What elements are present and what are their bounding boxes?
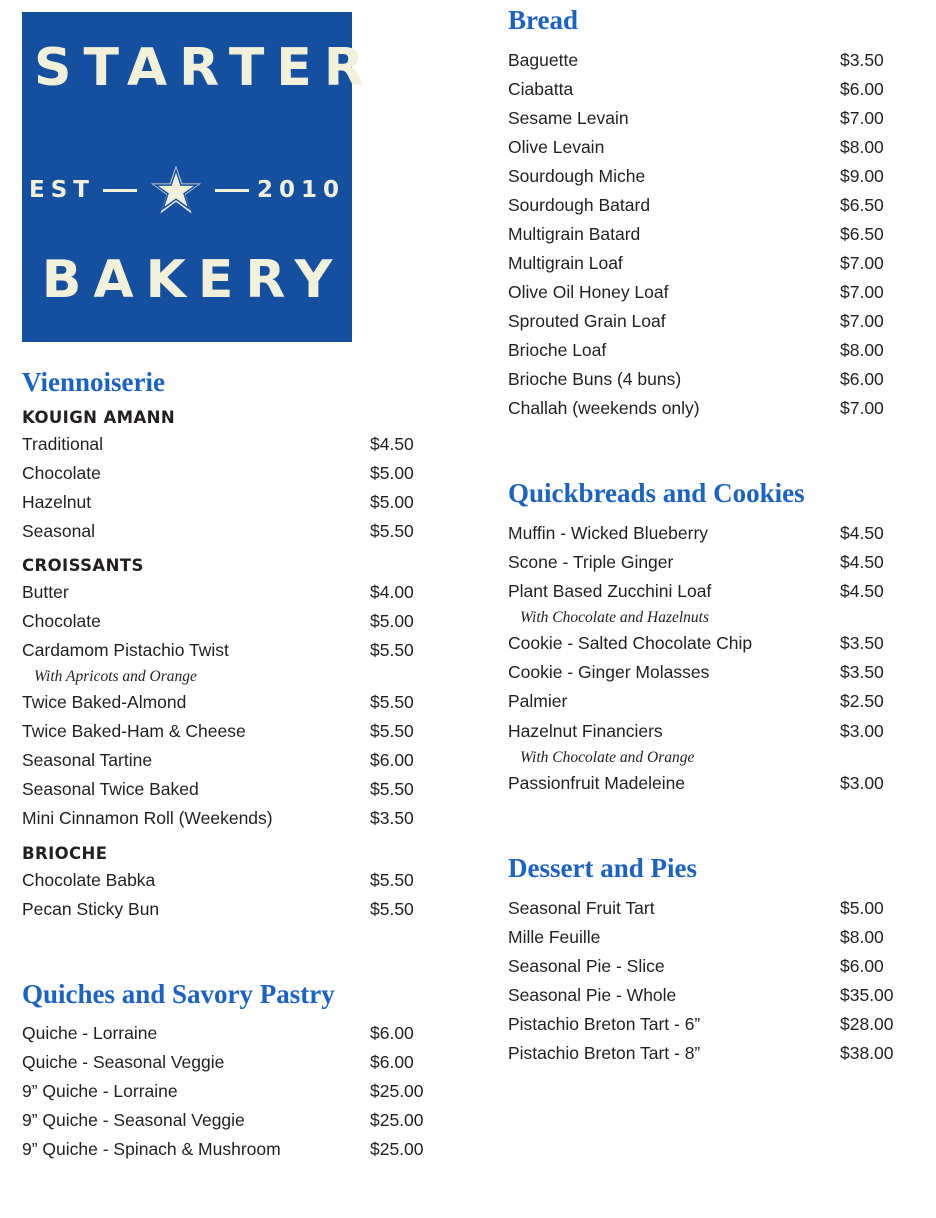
item-name: Brioche Buns (4 buns) (508, 369, 682, 390)
item-name: Baguette (508, 49, 579, 70)
menu-row (22, 1106, 462, 1135)
item-price: $38.00 (840, 1042, 894, 1063)
section-title-bread: Bread (508, 5, 579, 35)
menu-row (508, 894, 918, 923)
menu-row (508, 394, 918, 423)
item-price: $7.00 (840, 107, 884, 128)
item-price: $35.00 (840, 984, 894, 1005)
menu-row (508, 1010, 918, 1039)
item-name: 9” Quiche - Lorraine (22, 1081, 178, 1102)
menu-row (508, 365, 918, 394)
item-name: 9” Quiche - Seasonal Veggie (22, 1110, 245, 1131)
logo-dash-right (215, 189, 249, 192)
menu-row (508, 519, 918, 548)
item-price: $5.00 (370, 491, 414, 512)
logo-middle-row (22, 160, 352, 220)
subhead-croissants: CROISSANTS (22, 555, 144, 575)
item-price: $3.00 (840, 772, 884, 793)
item-name: Olive Oil Honey Loaf (508, 282, 669, 303)
item-name: Multigrain Batard (508, 223, 641, 244)
item-price: $6.00 (840, 369, 884, 390)
section-viennoiserie (22, 368, 462, 924)
item-name: Sourdough Batard (508, 194, 651, 215)
menu-row (22, 717, 462, 746)
section-gap (508, 798, 918, 828)
menu-row (22, 688, 462, 717)
menu-row (508, 336, 918, 365)
menu-row (22, 488, 462, 517)
menu-row (508, 249, 918, 278)
item-name: Traditional (22, 433, 104, 454)
item-price: $28.00 (840, 1013, 894, 1034)
item-name: Cardamom Pistachio Twist (22, 639, 229, 660)
menu-row (508, 658, 918, 687)
item-name: Passionfruit Madeleine (508, 772, 686, 793)
section-title-quickbreads: Quickbreads and Cookies (508, 478, 805, 509)
menu-row (22, 895, 462, 924)
menu-row (22, 746, 462, 775)
right-column (508, 0, 918, 1068)
item-name: Chocolate Babka (22, 869, 156, 890)
menu-row (22, 459, 462, 488)
item-price: $2.50 (840, 691, 884, 712)
item-price: $7.00 (840, 311, 884, 332)
item-price: $7.00 (840, 398, 884, 419)
item-note: With Apricots and Orange (34, 668, 197, 686)
menu-row (508, 220, 918, 249)
logo-est-text: EST (29, 177, 95, 203)
item-price: $6.00 (370, 750, 414, 771)
item-name: Hazelnut Financiers (508, 720, 663, 741)
item-price: $25.00 (370, 1110, 424, 1131)
item-name: Seasonal Tartine (22, 750, 153, 771)
menu-row (508, 923, 918, 952)
logo-bakery-text: BAKERY (41, 250, 345, 310)
star-icon (145, 159, 207, 221)
menu-row (508, 307, 918, 336)
menu-row (22, 578, 462, 607)
menu-row (508, 548, 918, 577)
item-name: Seasonal Pie - Whole (508, 984, 677, 1005)
menu-row (22, 1135, 462, 1164)
item-price: $3.00 (840, 720, 884, 741)
section-gap (508, 423, 918, 453)
menu-row (22, 804, 462, 833)
item-price: $5.50 (370, 779, 414, 800)
item-price: $5.00 (840, 897, 884, 918)
menu-row (508, 577, 918, 606)
item-name: Chocolate (22, 462, 101, 483)
menu-row (508, 133, 918, 162)
item-price: $4.50 (840, 522, 884, 543)
item-name: Twice Baked-Almond (22, 692, 187, 713)
item-price: $5.50 (370, 692, 414, 713)
section-quickbreads (508, 479, 918, 798)
item-name: Plant Based Zucchini Loaf (508, 581, 712, 602)
item-price: $4.50 (370, 433, 414, 454)
item-name: Chocolate (22, 610, 101, 631)
item-price: $4.50 (840, 552, 884, 573)
menu-row (508, 191, 918, 220)
item-price: $8.00 (840, 136, 884, 157)
menu-row (22, 1048, 462, 1077)
item-name: Muffin - Wicked Blueberry (508, 522, 709, 543)
logo-year-text: 2010 (256, 177, 345, 203)
section-title-dessert: Dessert and Pies (508, 852, 697, 883)
item-price: $7.00 (840, 282, 884, 303)
item-price: $8.00 (840, 340, 884, 361)
item-price: $25.00 (370, 1081, 424, 1102)
item-name: Challah (weekends only) (508, 398, 700, 419)
item-price: $6.00 (840, 955, 884, 976)
menu-row (508, 717, 918, 746)
item-name: Quiche - Seasonal Veggie (22, 1052, 225, 1073)
section-quiches (22, 980, 462, 1165)
item-price: $7.00 (840, 253, 884, 274)
subhead-brioche: BRIOCHE (22, 843, 108, 863)
item-name: Twice Baked-Ham & Cheese (22, 721, 246, 742)
item-name: Butter (22, 581, 69, 602)
logo-dash-left (103, 189, 137, 192)
menu-row (508, 104, 918, 133)
item-name: 9” Quiche - Spinach & Mushroom (22, 1139, 281, 1160)
item-note: With Chocolate and Hazelnuts (520, 609, 710, 627)
item-price: $5.50 (370, 721, 414, 742)
item-name: Mille Feuille (508, 926, 601, 947)
item-note: With Chocolate and Orange (520, 748, 695, 766)
menu-row (508, 952, 918, 981)
item-price: $5.00 (370, 462, 414, 483)
item-name: Palmier (508, 691, 568, 712)
menu-row (22, 517, 462, 546)
item-name: Seasonal Pie - Slice (508, 955, 665, 976)
item-price: $6.00 (370, 1023, 414, 1044)
menu-row (508, 629, 918, 658)
menu-row (508, 162, 918, 191)
item-price: $6.50 (840, 223, 884, 244)
item-price: $6.00 (370, 1052, 414, 1073)
item-name: Seasonal (22, 520, 95, 541)
item-name: Multigrain Loaf (508, 253, 623, 274)
item-name: Seasonal Twice Baked (22, 779, 199, 800)
item-name: Pistachio Breton Tart - 6” (508, 1013, 701, 1034)
item-name: Seasonal Fruit Tart (508, 897, 655, 918)
menu-row (508, 46, 918, 75)
item-name: Scone - Triple Ginger (508, 552, 674, 573)
item-price: $5.50 (370, 869, 414, 890)
section-gap (22, 924, 462, 954)
item-name: Sesame Levain (508, 107, 629, 128)
section-bread (508, 6, 918, 423)
logo-starter-text: STARTER (34, 38, 376, 98)
bakery-logo (22, 12, 376, 342)
item-price: $3.50 (840, 49, 884, 70)
item-price: $3.50 (370, 808, 414, 829)
item-price: $3.50 (840, 662, 884, 683)
item-name: Quiche - Lorraine (22, 1023, 158, 1044)
menu-row (22, 866, 462, 895)
menu-row (508, 981, 918, 1010)
item-name: Brioche Loaf (508, 340, 607, 361)
item-price: $3.50 (840, 633, 884, 654)
menu-row (508, 769, 918, 798)
menu-row (22, 1077, 462, 1106)
item-name: Pistachio Breton Tart - 8” (508, 1042, 701, 1063)
subhead-kouign-amann: KOUIGN AMANN (22, 407, 176, 427)
item-name: Sprouted Grain Loaf (508, 311, 666, 332)
item-price: $5.00 (370, 610, 414, 631)
menu-row (508, 1039, 918, 1068)
item-name: Cookie - Salted Chocolate Chip (508, 633, 753, 654)
item-name: Sourdough Miche (508, 165, 646, 186)
item-name: Olive Levain (508, 136, 605, 157)
item-price: $6.00 (840, 78, 884, 99)
menu-row (508, 75, 918, 104)
item-price: $4.00 (370, 581, 414, 602)
item-name: Ciabatta (508, 78, 574, 99)
menu-row (22, 430, 462, 459)
left-column (22, 0, 462, 1165)
section-title-quiches: Quiches and Savory Pastry (22, 978, 335, 1009)
item-price: $5.50 (370, 520, 414, 541)
item-name: Cookie - Ginger Molasses (508, 662, 710, 683)
item-price: $8.00 (840, 926, 884, 947)
menu-row (22, 1019, 462, 1048)
menu-row (508, 687, 918, 716)
item-name: Mini Cinnamon Roll (Weekends) (22, 808, 273, 829)
menu-row (508, 278, 918, 307)
section-title-viennoiserie: Viennoiserie (22, 367, 165, 397)
item-price: $5.50 (370, 639, 414, 660)
item-name: Pecan Sticky Bun (22, 898, 160, 919)
item-price: $5.50 (370, 898, 414, 919)
item-price: $25.00 (370, 1139, 424, 1160)
item-price: $6.50 (840, 194, 884, 215)
menu-row (22, 607, 462, 636)
section-dessert (508, 854, 918, 1068)
menu-row (22, 775, 462, 804)
menu-row (22, 636, 462, 665)
item-price: $9.00 (840, 165, 884, 186)
item-name: Hazelnut (22, 491, 92, 512)
item-price: $4.50 (840, 581, 884, 602)
